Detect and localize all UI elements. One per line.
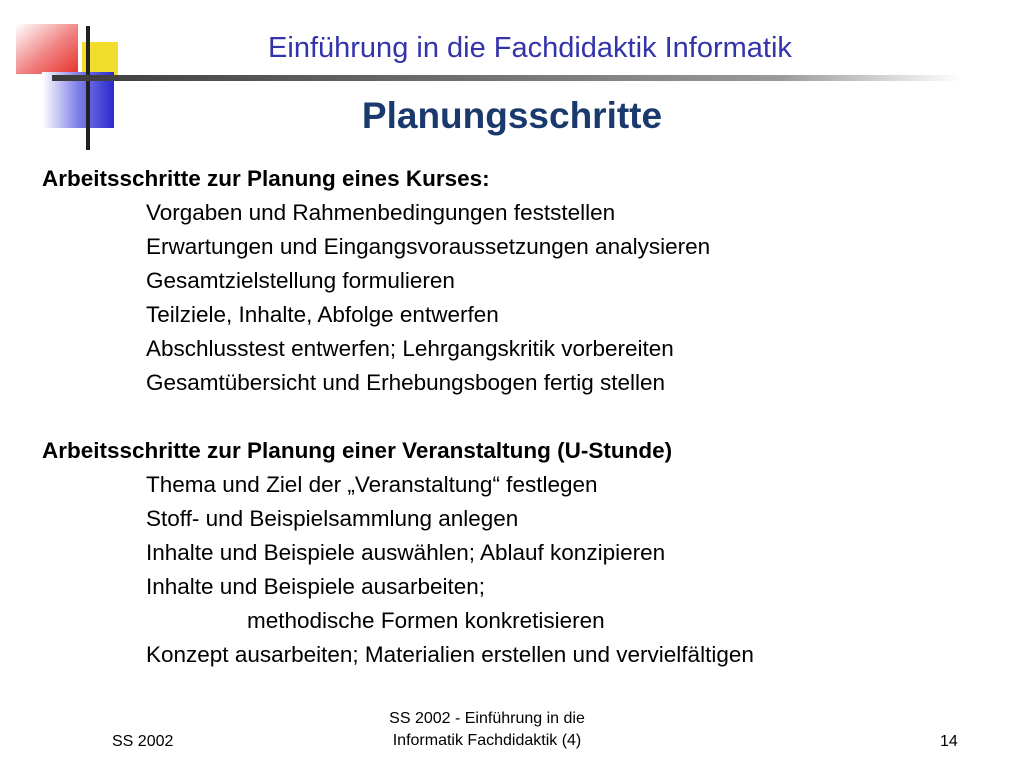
lesson-step: Stoff- und Beispielsammlung anlegen <box>146 506 519 531</box>
slide-title: Planungsschritte <box>361 95 663 136</box>
footer-semester: SS 2002 <box>112 733 174 750</box>
lesson-substep: methodische Formen konkretisieren <box>247 608 605 633</box>
lesson-step: Inhalte und Beispiele ausarbeiten; <box>146 574 485 599</box>
lesson-step: Inhalte und Beispiele auswählen; Ablauf konzipieren <box>146 540 666 565</box>
course-step: Gesamtübersicht und Erhebungsbogen fertig stellen <box>146 370 666 395</box>
course-step: Vorgaben und Rahmenbedingungen feststellen <box>146 200 616 225</box>
footer-course-line: SS 2002 - Einführung in die <box>389 710 585 727</box>
course-step: Abschlusstest entwerfen; Lehrgangskritik vorbereiten <box>146 336 674 361</box>
footer-course-info <box>337 708 637 752</box>
lesson-planning-heading: Arbeitsschritte zur Planung einer Veranstaltung (U-Stunde) <box>42 438 673 463</box>
course-step: Gesamtzielstellung formulieren <box>146 268 455 293</box>
header-divider <box>52 75 962 81</box>
lesson-step: Konzept ausarbeiten; Materialien erstellen und vervielfältigen <box>146 642 754 667</box>
course-step: Erwartungen und Eingangsvoraussetzungen analysieren <box>146 234 711 259</box>
slide-content <box>42 162 1002 672</box>
course-step: Teilziele, Inhalte, Abfolge entwerfen <box>146 302 499 327</box>
lesson-step: Thema und Ziel der „Veranstaltung“ festlegen <box>146 472 598 497</box>
course-planning-heading: Arbeitsschritte zur Planung eines Kurses: <box>42 166 490 191</box>
page-number: 14 <box>940 733 958 750</box>
presentation-title: Einführung in die Fachdidaktik Informatik <box>268 32 792 64</box>
section-spacer <box>42 400 1002 434</box>
footer-course-line: Informatik Fachdidaktik (4) <box>392 732 582 749</box>
